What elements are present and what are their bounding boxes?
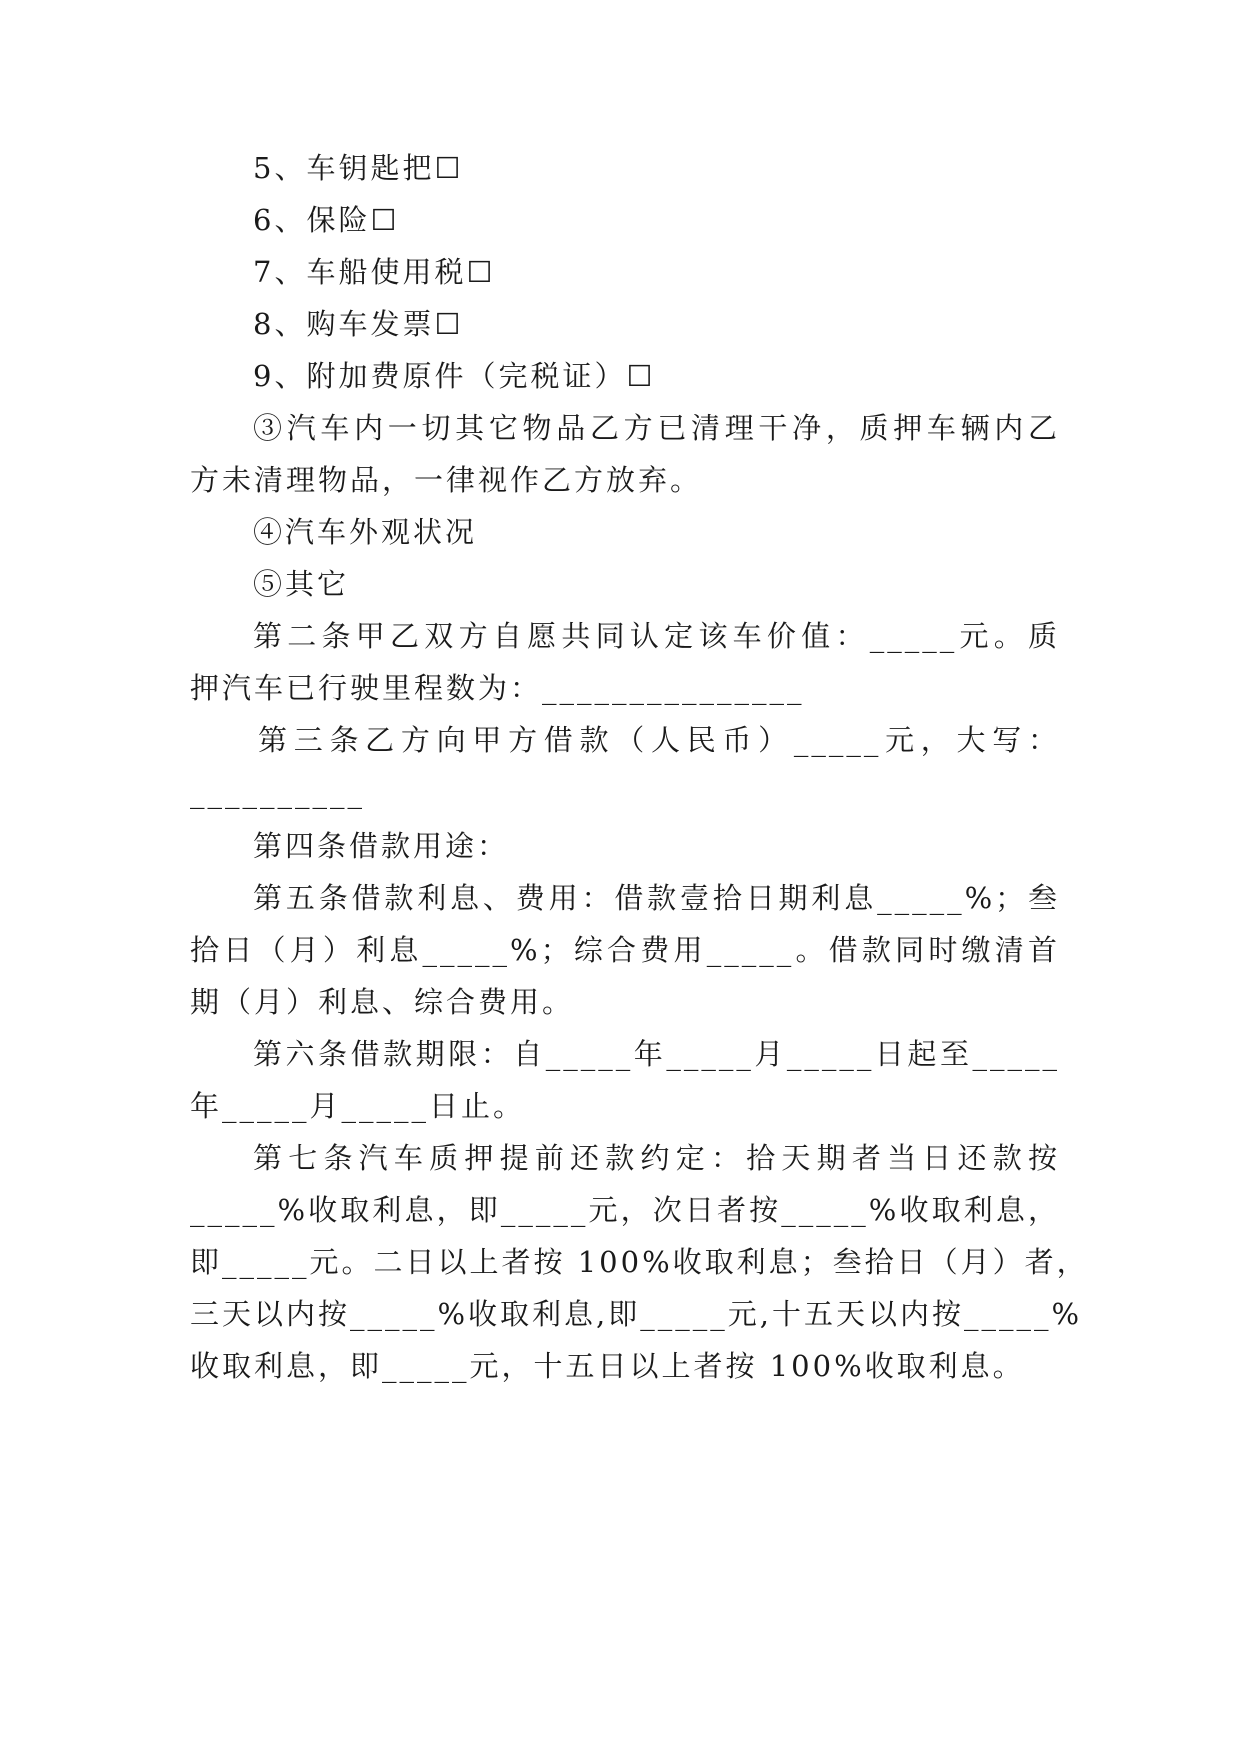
- checklist-item-insurance: 6、保险☐: [253, 203, 400, 237]
- article-7-line-4: 三天以内按_____%收取利息,即_____元,十五天以内按_____%: [190, 1297, 1083, 1331]
- article-7-line-3: 即_____元。二日以上者按 100%收取利息；叁拾日（月）者，: [190, 1245, 1089, 1279]
- article-5-line-1: 第五条借款利息、费用：借款壹拾日期利息_____%；叁: [253, 881, 1060, 915]
- article-3-line-1: 第三条乙方向甲方借款（人民币）_____元，大写：: [258, 723, 1060, 757]
- article-2-line-1: 第二条甲乙双方自愿共同认定该车价值：_____元。质: [253, 619, 1060, 653]
- article-5-line-2: 拾日（月）利息_____%；综合费用_____。借款同时缴清首: [190, 933, 1060, 967]
- paragraph-item-4: ④汽车外观状况: [253, 515, 478, 549]
- article-3-line-2: __________: [190, 775, 365, 809]
- checklist-item-purchase-invoice: 8、购车发票☐: [253, 307, 464, 341]
- article-7-line-2: _____%收取利息，即_____元，次日者按_____%收取利息，: [190, 1193, 1060, 1227]
- checklist-item-vehicle-tax: 7、车船使用税☐: [253, 255, 496, 289]
- paragraph-item-5: ⑤其它: [253, 567, 350, 601]
- article-6-line-1: 第六条借款期限：自_____年_____月_____日起至_____: [253, 1037, 1060, 1071]
- paragraph-item-3-line-2: 方未清理物品，一律视作乙方放弃。: [190, 463, 703, 497]
- article-4: 第四条借款用途：: [253, 829, 510, 863]
- paragraph-item-3-line-1: ③汽车内一切其它物品乙方已清理干净，质押车辆内乙: [253, 411, 1060, 445]
- checklist-item-surcharge-original: 9、附加费原件（完税证）☐: [253, 359, 656, 393]
- article-5-line-3: 期（月）利息、综合费用。: [190, 985, 575, 1019]
- article-2-line-2: 押汽车已行驶里程数为：_______________: [190, 671, 805, 705]
- article-6-line-2: 年_____月_____日止。: [190, 1089, 526, 1123]
- article-7-line-1: 第七条汽车质押提前还款约定：拾天期者当日还款按: [253, 1141, 1060, 1175]
- checklist-item-car-keys: 5、车钥匙把☐: [253, 151, 464, 185]
- article-7-line-5: 收取利息，即_____元，十五日以上者按 100%收取利息。: [190, 1349, 1025, 1383]
